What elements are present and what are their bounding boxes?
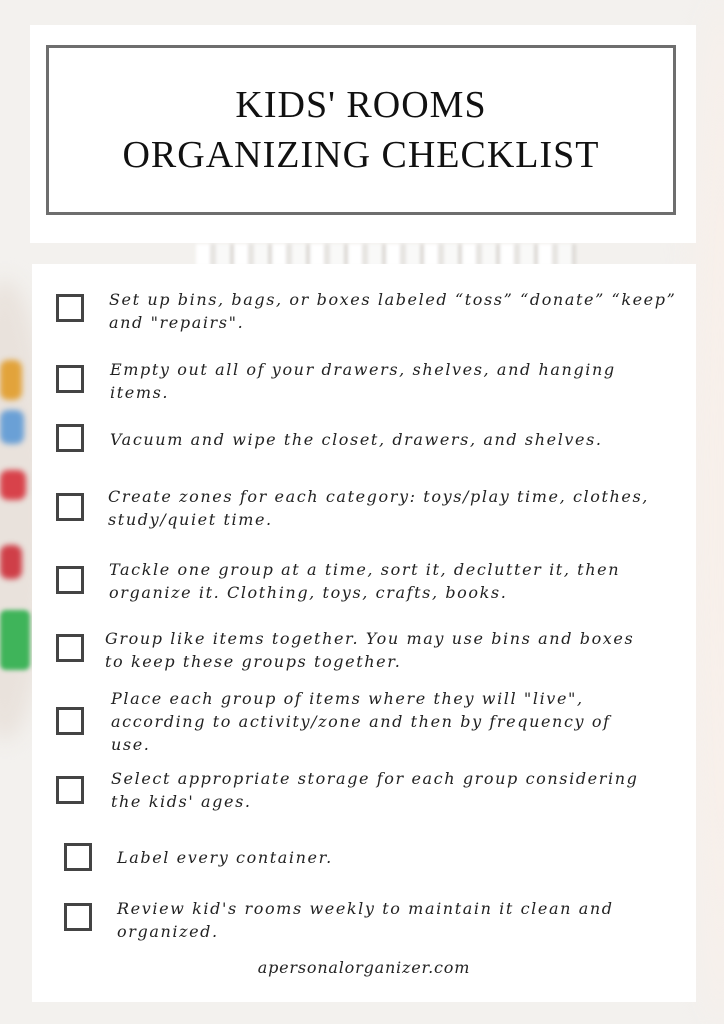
checkbox[interactable] [56,566,84,594]
checklist-item-text: Review kid's rooms weekly to maintain it clean and organized. [117,899,614,941]
checkbox[interactable] [56,776,84,804]
checklist-item-text: Select appropriate storage for each group considering the kids' ages. [111,769,639,811]
checklist-item-text: Vacuum and wipe the closet, drawers, and shelves. [110,430,603,449]
checkbox[interactable] [56,424,84,452]
checkbox[interactable] [56,634,84,662]
checkbox[interactable] [56,294,84,322]
checklist-item-text: Label every container. [117,848,333,867]
checkbox[interactable] [56,707,84,735]
checkbox[interactable] [64,843,92,871]
checklist-panel [32,264,696,1002]
checkbox[interactable] [56,365,84,393]
checkbox[interactable] [56,493,84,521]
title-line-2: ORGANIZING CHECKLIST [122,134,600,176]
checklist-item-text: Set up bins, bags, or boxes labeled “toss” “donate” “keep” and "repairs". [109,290,677,332]
checklist-item-text: Place each group of items where they will "live", according to activity/zone and then by frequency of use. [111,689,611,754]
checkbox[interactable] [64,903,92,931]
checklist-item-text: Tackle one group at a time, sort it, declutter it, then organize it. Clothing, toys, crafts, books. [109,560,621,602]
title-line-1: KIDS' ROOMS [235,84,487,126]
title-frame [46,45,676,215]
checklist-item-text: Group like items together. You may use bins and boxes to keep these groups together. [105,629,635,671]
checklist-item-text: Create zones for each category: toys/play time, clothes, study/quiet time. [108,487,649,529]
footer-website: apersonalorganizer.com [257,958,471,977]
title-panel [30,25,696,243]
checklist-item-text: Empty out all of your drawers, shelves, and hanging items. [110,360,616,402]
